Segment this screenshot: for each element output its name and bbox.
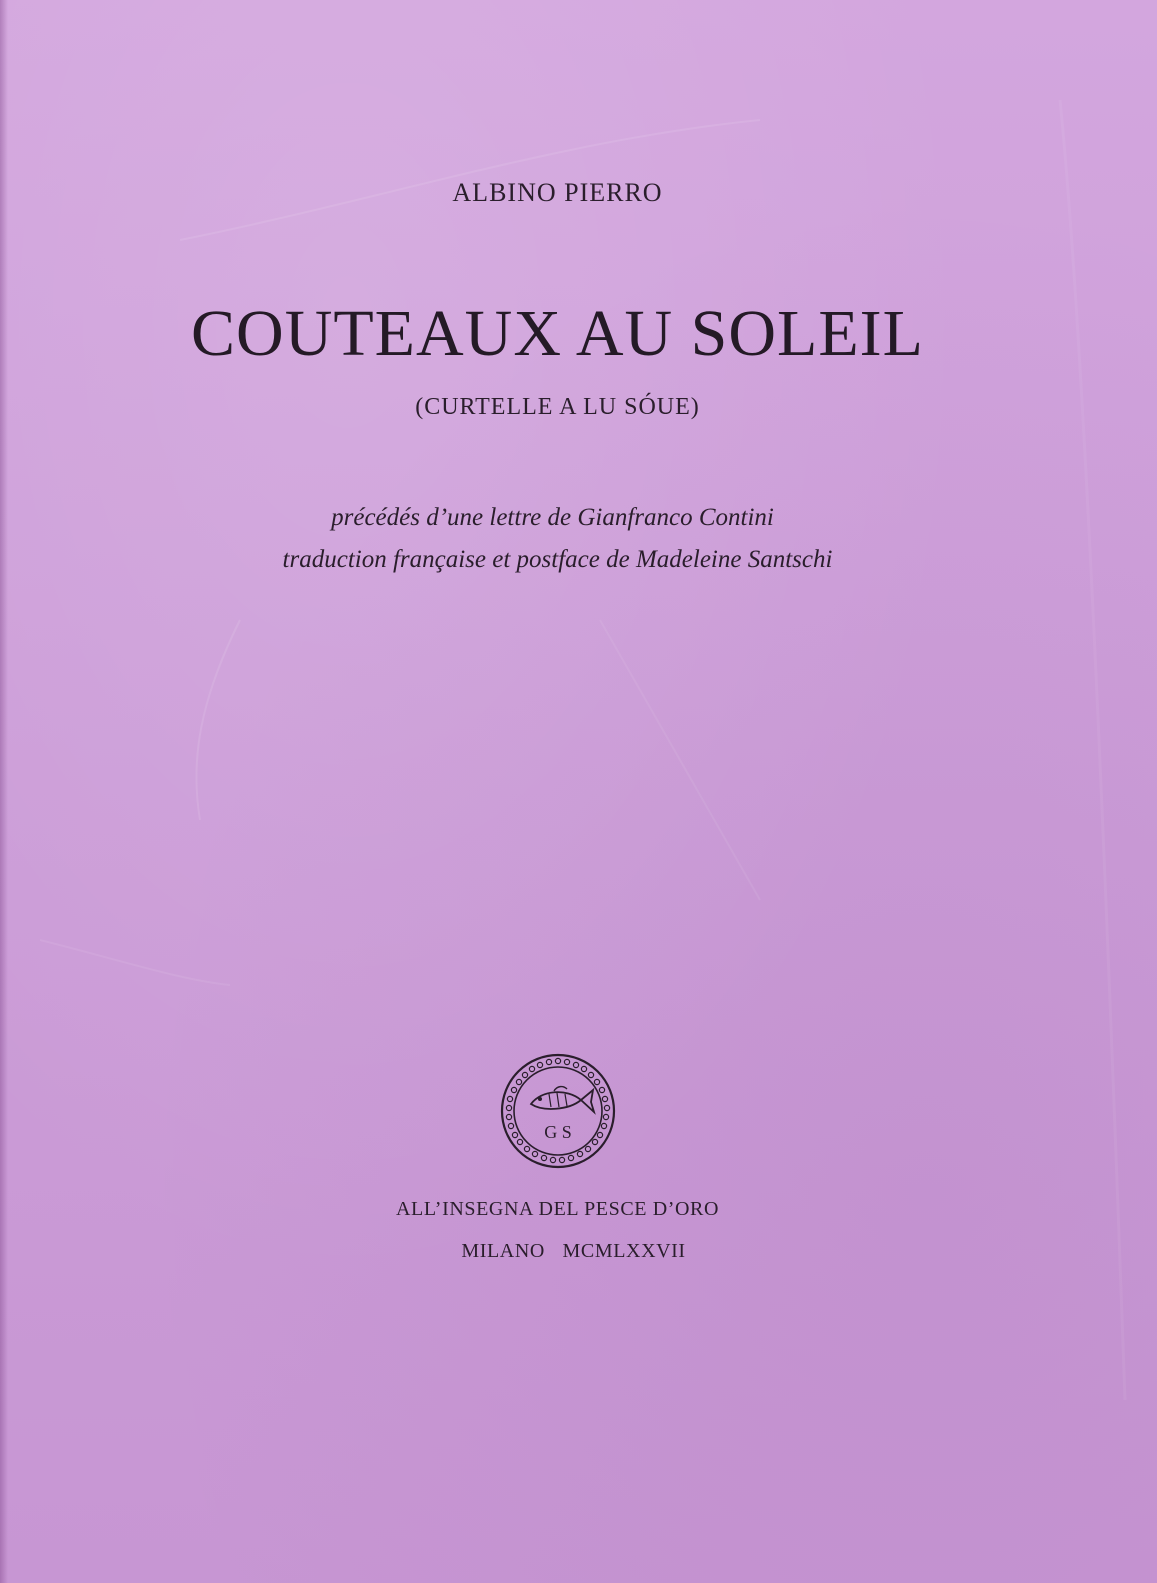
author-name: ALBINO PIERRO (452, 178, 663, 207)
fish-icon (531, 1087, 594, 1112)
fish-seal-icon (499, 1052, 617, 1170)
monogram: G S (544, 1122, 572, 1142)
book-title: COUTEAUX AU SOLEIL (191, 297, 924, 370)
book-subtitle: (CURTELLE A LU SÓUE) (415, 394, 700, 420)
contributor-line-2: traduction française et postface de Madeleine Santschi (282, 546, 833, 573)
place-and-year: MILANO MCMLXXVII (461, 1240, 686, 1262)
publisher-name: ALL’INSEGNA DEL PESCE D’ORO (395, 1198, 720, 1220)
cover-edge-shadow (0, 0, 8, 1583)
contributor-line-1: précédés d’une lettre de Gianfranco Contini (331, 504, 774, 531)
